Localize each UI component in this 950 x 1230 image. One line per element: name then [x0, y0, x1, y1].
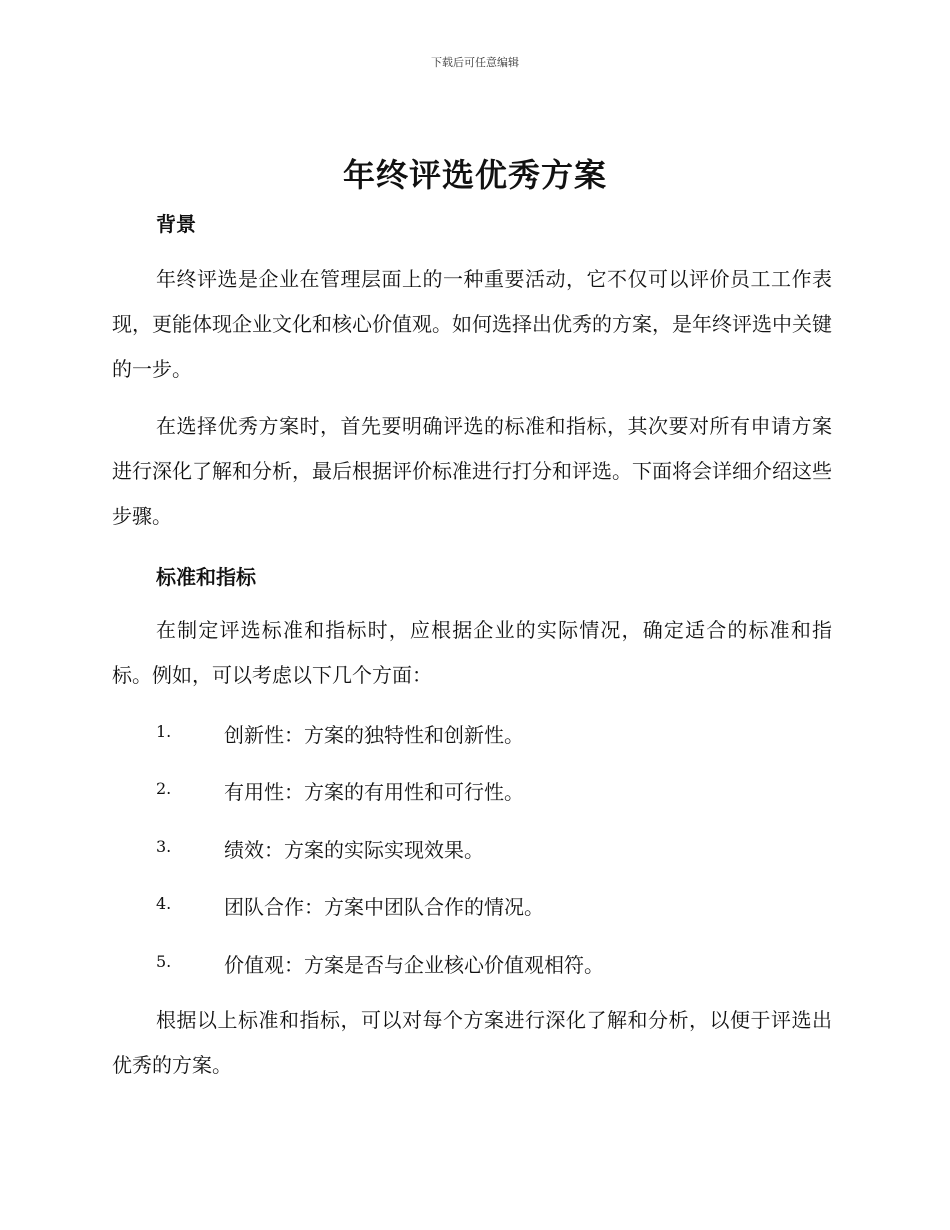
list-item-number: 3.	[156, 837, 172, 856]
list-item	[156, 834, 836, 864]
paragraph-criteria-conclusion: 根据以上标准和指标，可以对每个方案进行深化了解和分析，以便于评选出优秀的方案。	[112, 1008, 832, 1077]
list-item-text: 创新性：方案的独特性和创新性。	[224, 723, 524, 747]
list-item-text: 价值观：方案是否与企业核心价值观相符。	[224, 953, 604, 977]
list-item-text: 有用性：方案的有用性和可行性。	[224, 780, 524, 804]
paragraph-criteria-intro: 在制定评选标准和指标时，应根据企业的实际情况，确定适合的标准和指标。例如，可以考虑以下几个方面：	[112, 618, 832, 687]
list-item	[156, 891, 836, 921]
list-item-text: 团队合作：方案中团队合作的情况。	[224, 895, 544, 919]
list-item-number: 2.	[156, 779, 172, 798]
header-note: 下载后可任意编辑	[431, 56, 519, 69]
list-item	[156, 719, 836, 749]
list-item-number: 1.	[156, 722, 172, 741]
list-item	[156, 776, 836, 806]
section-heading-background: 背景	[156, 212, 196, 236]
list-item	[156, 949, 836, 979]
paragraph-background-2: 在选择优秀方案时，首先要明确评选的标准和指标，其次要对所有申请方案进行深化了解和分析，最后根据评价标准进行打分和评选。下面将会详细介绍这些步骤。	[112, 414, 832, 528]
list-item-number: 5.	[156, 952, 172, 971]
section-heading-criteria: 标准和指标	[156, 565, 256, 589]
list-item-number: 4.	[156, 894, 172, 913]
list-item-text: 绩效：方案的实际实现效果。	[224, 838, 484, 862]
document-title: 年终评选优秀方案	[342, 156, 607, 194]
paragraph-background-1: 年终评选是企业在管理层面上的一种重要活动，它不仅可以评价员工工作表现，更能体现企业文化和核心价值观。如何选择出优秀的方案，是年终评选中关键的一步。	[112, 267, 832, 381]
